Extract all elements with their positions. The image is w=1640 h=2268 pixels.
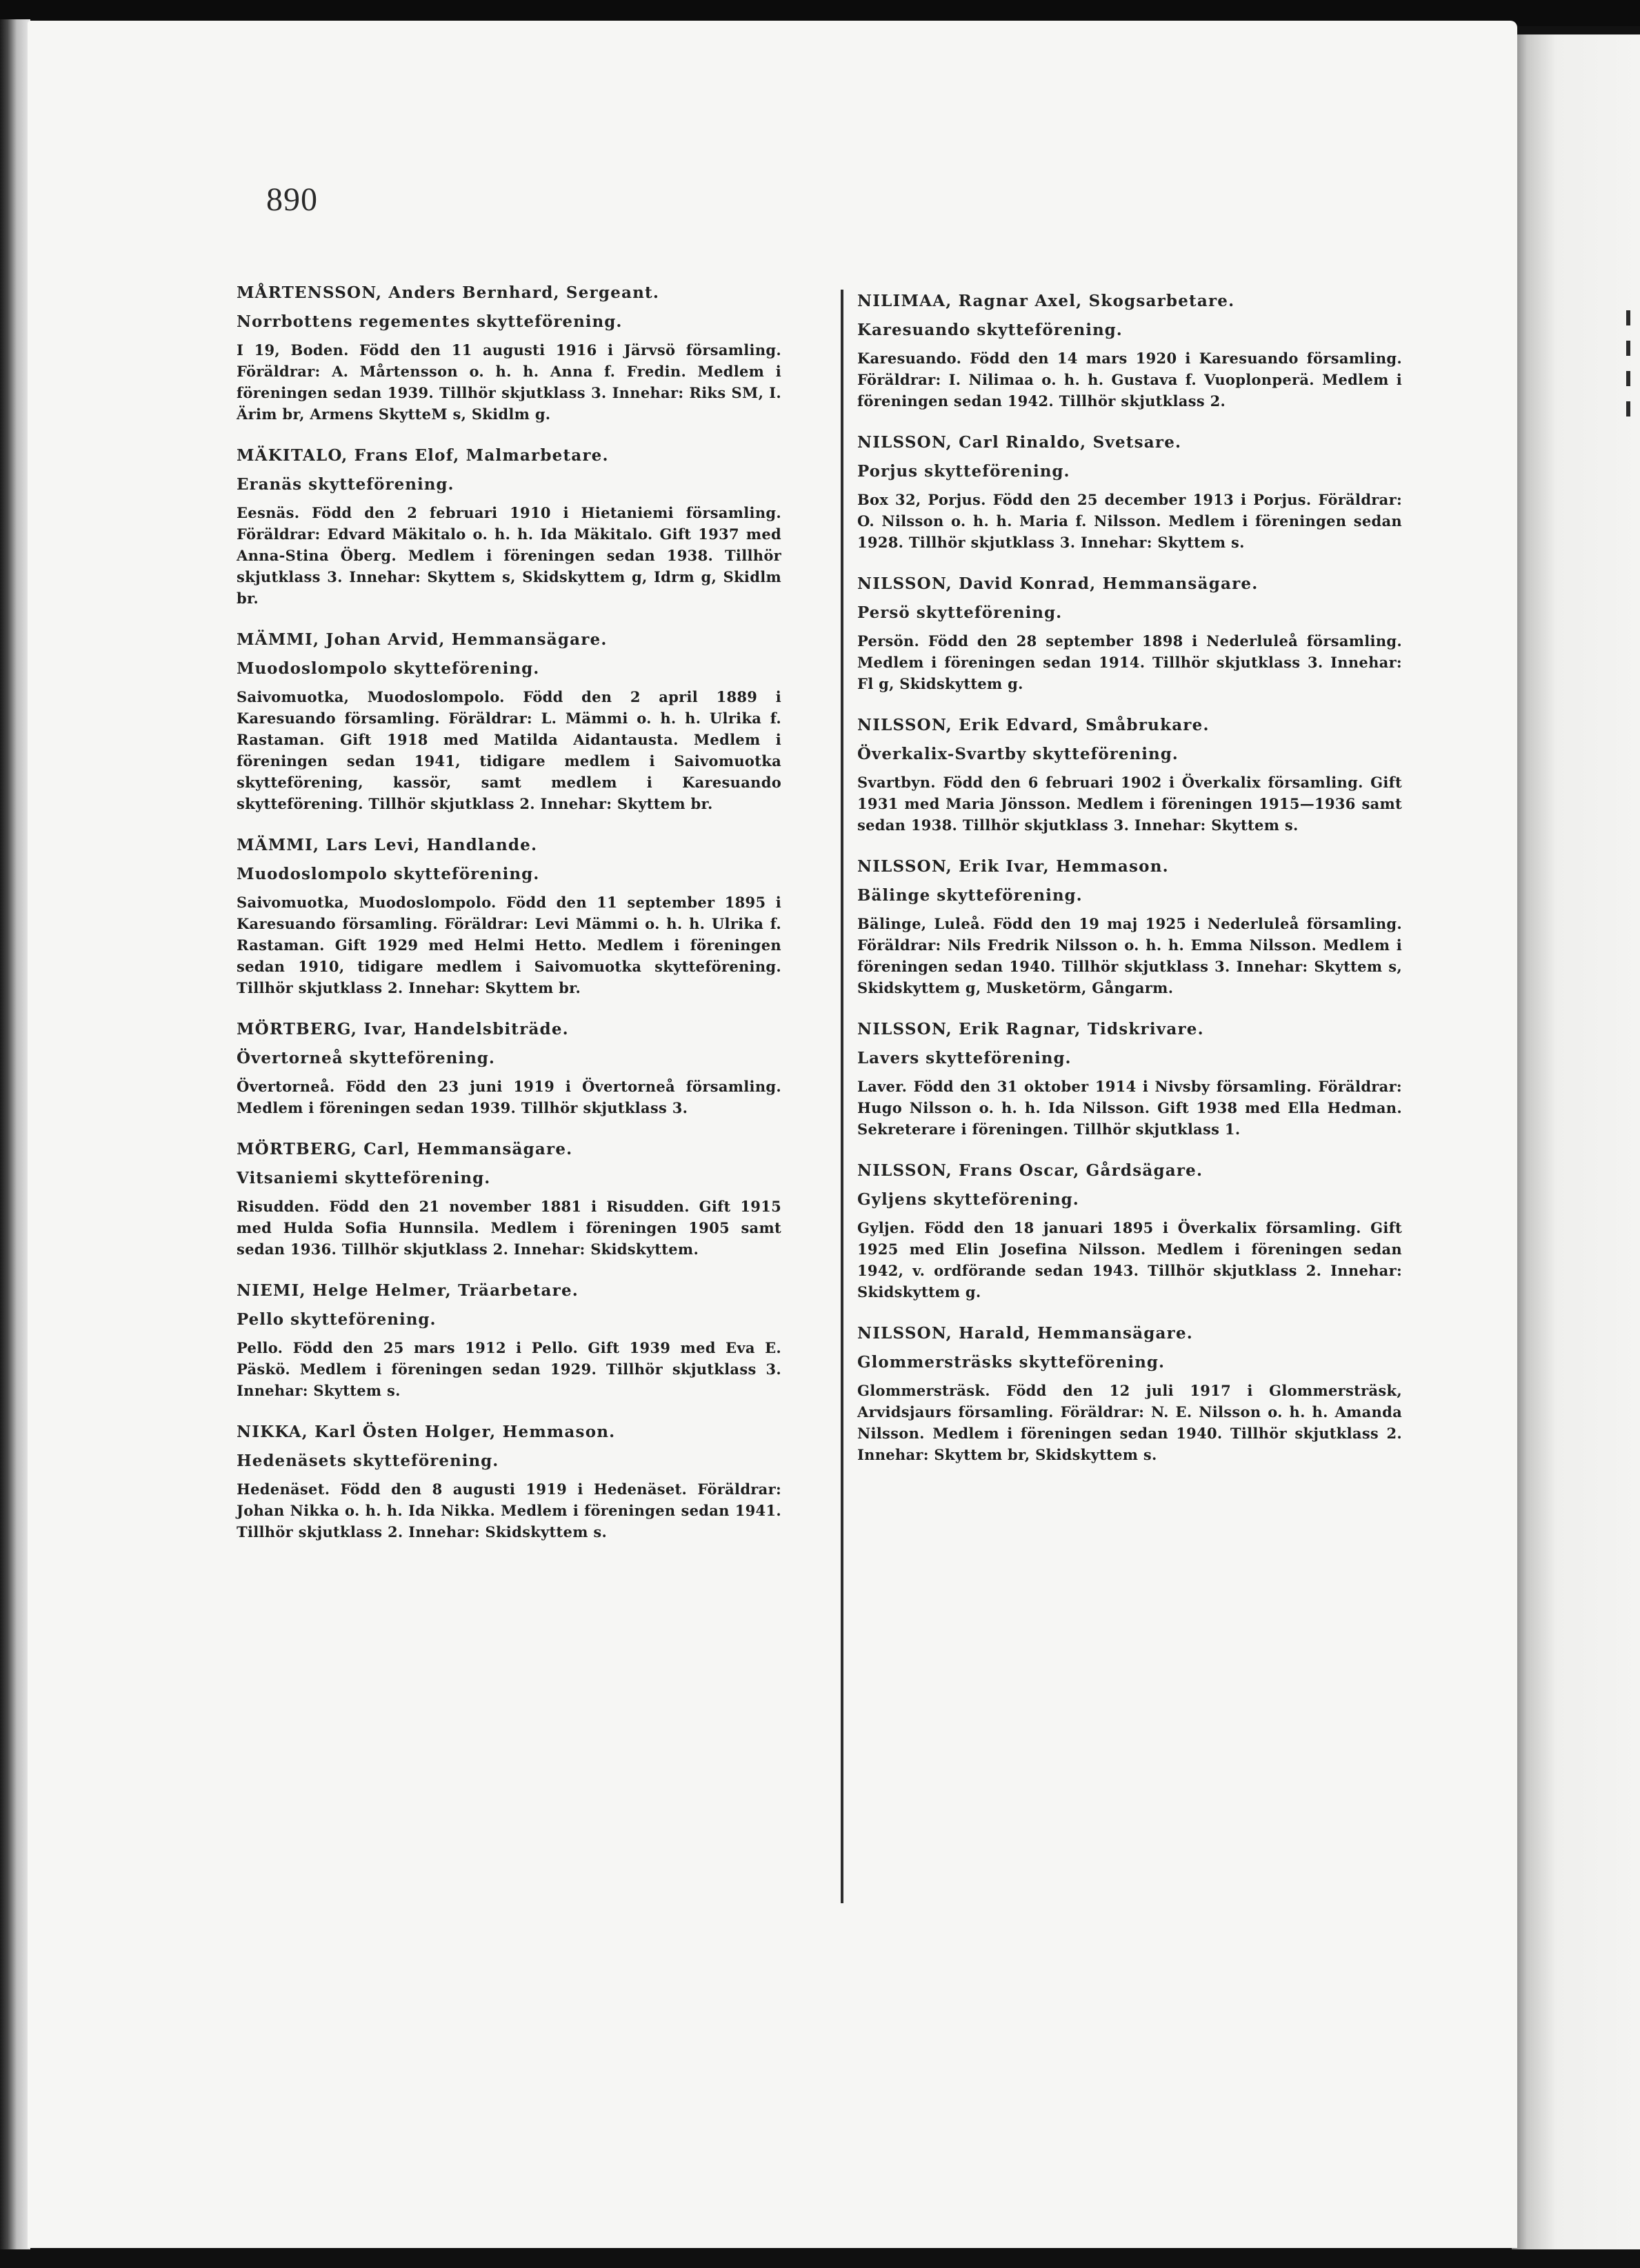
- entry-text: Persön. Född den 28 september 1898 i Nederluleå församling. Medlem i föreningen sedan 1914. Tillhör skjutklass 3. Innehar: Fl g, Skidskyttem g.: [857, 632, 1402, 692]
- entry-club: Karesuando skytteförening.: [857, 321, 1123, 339]
- entry-club: Överkalix-Svartby skytteförening.: [857, 745, 1179, 763]
- entry-heading: NILSSON, Erik Ivar, Hemmason.: [857, 857, 1169, 876]
- entry-heading: MÖRTBERG, Ivar, Handelsbiträde.: [237, 1020, 569, 1038]
- entry-heading: MÖRTBERG, Carl, Hemmansägare.: [237, 1140, 573, 1158]
- next-page-text-fragment: [1622, 297, 1640, 434]
- biography-entry: [237, 1018, 781, 1118]
- left-column: [237, 281, 781, 1562]
- entry-club: Muodoslompolo skytteförening.: [237, 659, 540, 678]
- entry-club: Persö skytteförening.: [857, 603, 1063, 622]
- biography-entry: [237, 1279, 781, 1401]
- entry-heading: MÄMMI, Lars Levi, Handlande.: [237, 836, 538, 854]
- entry-club: Eranäs skytteförening.: [237, 475, 454, 494]
- biography-entry: [857, 1018, 1402, 1140]
- entry-text: Risudden. Född den 21 november 1881 i Risudden. Gift 1915 med Hulda Sofia Hunnsila. Medlem i föreningen 1905 samt sedan 1936. Tillhör skjutklass 2. Innehar: Skidskyttem.: [237, 1198, 781, 1258]
- entry-text: Pello. Född den 25 mars 1912 i Pello. Gift 1939 med Eva E. Päskö. Medlem i föreningen sedan 1929. Tillhör skjutklass 3. Innehar: Skyttem s.: [237, 1339, 781, 1399]
- biography-entry: [857, 572, 1402, 694]
- biography-entry: [857, 714, 1402, 836]
- entry-heading: NILSSON, Erik Ragnar, Tidskrivare.: [857, 1020, 1204, 1038]
- entry-text: Glommersträsk. Född den 12 juli 1917 i Glommersträsk, Arvidsjaurs församling. Föräldrar: N. E. Nilsson o. h. h. Amanda Nilsson. Medlem i föreningen sedan 1940. Tillhör skjutklass 2. Innehar: Skyttem br, Skidskyttem s.: [857, 1382, 1402, 1463]
- entry-heading: MÅRTENSSON, Anders Bernhard, Sergeant.: [237, 283, 660, 302]
- entry-club: Pello skytteförening.: [237, 1310, 437, 1329]
- entry-text: Övertorneå. Född den 23 juni 1919 i Övertorneå församling. Medlem i föreningen sedan 1939. Tillhör skjutklass 3.: [237, 1078, 781, 1116]
- entry-heading: NILIMAA, Ragnar Axel, Skogsarbetare.: [857, 292, 1235, 310]
- entry-heading: NIEMI, Helge Helmer, Träarbetare.: [237, 1281, 579, 1300]
- entry-heading: NILSSON, Erik Edvard, Småbrukare.: [857, 716, 1210, 734]
- entry-club: Norrbottens regementes skytteförening.: [237, 312, 623, 331]
- entry-heading: NIKKA, Karl Östen Holger, Hemmason.: [237, 1423, 616, 1441]
- page-number: 890: [266, 181, 318, 218]
- entry-club: Hedenäsets skytteförening.: [237, 1452, 499, 1470]
- entry-text: I 19, Boden. Född den 11 augusti 1916 i Järvsö församling. Föräldrar: A. Mårtensson o. h. h. Anna f. Fredin. Medlem i föreningen sedan 1939. Tillhör skjutklass 3. Innehar: Riks SM, I. Ärim br, Armens SkytteM s, Skidlm g.: [237, 341, 781, 423]
- biography-entry: [857, 431, 1402, 553]
- entry-club: Vitsaniemi skytteförening.: [237, 1169, 491, 1187]
- biography-entry: [857, 1322, 1402, 1465]
- next-page-edge: [1512, 34, 1640, 2251]
- biography-entry: [237, 444, 781, 609]
- entry-club: Lavers skytteförening.: [857, 1049, 1072, 1067]
- edge-mark: [1626, 341, 1630, 356]
- scan-bottom-border: [0, 2249, 1640, 2268]
- entry-text: Svartbyn. Född den 6 februari 1902 i Överkalix församling. Gift 1931 med Maria Jönsson. Medlem i föreningen 1915—1936 samt sedan 1938. Tillhör skjutklass 3. Innehar: Skyttem s.: [857, 774, 1402, 834]
- entry-text: Saivomuotka, Muodoslompolo. Född den 11 september 1895 i Karesuando församling. Föräldrar: Levi Mämmi o. h. h. Ulrika f. Rastaman. Gift 1929 med Helmi Hetto. Medlem i föreningen sedan 1910, tidigare medlem i Saivomuotka skytteförening. Tillhör skjutklass 2. Innehar: Skyttem br.: [237, 894, 781, 996]
- biography-entry: [237, 628, 781, 814]
- entry-club: Bälinge skytteförening.: [857, 886, 1083, 905]
- entry-text: Laver. Född den 31 oktober 1914 i Nivsby församling. Föräldrar: Hugo Nilsson o. h. h. Ida Nilsson. Gift 1938 med Ella Hedman. Sekreterare i föreningen. Tillhör skjutklass 1.: [857, 1078, 1402, 1138]
- entry-heading: NILSSON, David Konrad, Hemmansägare.: [857, 574, 1259, 593]
- entry-club: Glommersträsks skytteförening.: [857, 1353, 1165, 1372]
- entry-heading: NILSSON, Frans Oscar, Gårdsägare.: [857, 1161, 1203, 1180]
- entry-text: Bälinge, Luleå. Född den 19 maj 1925 i Nederluleå församling. Föräldrar: Nils Fredrik Nilsson o. h. h. Emma Nilsson. Medlem i föreningen sedan 1940. Tillhör skjutklass 3. Innehar: Skyttem s, Skidskyttem g, Musketörm, Gångarm.: [857, 915, 1402, 996]
- right-column: [857, 290, 1402, 1485]
- biography-entry: [237, 834, 781, 998]
- biography-entry: [857, 290, 1402, 412]
- entry-heading: NILSSON, Carl Rinaldo, Svetsare.: [857, 433, 1182, 452]
- entry-text: Gyljen. Född den 18 januari 1895 i Överkalix församling. Gift 1925 med Elin Josefina Nilsson. Medlem i föreningen sedan 1942, v. ordförande sedan 1943. Tillhör skjutklass 2. Innehar: Skidskyttem g.: [857, 1219, 1402, 1301]
- entry-text: Box 32, Porjus. Född den 25 december 1913 i Porjus. Föräldrar: O. Nilsson o. h. h. Maria f. Nilsson. Medlem i föreningen sedan 1928. Tillhör skjutklass 3. Innehar: Skyttem s.: [857, 491, 1402, 551]
- entry-club: Gyljens skytteförening.: [857, 1190, 1079, 1209]
- edge-mark: [1626, 310, 1630, 325]
- column-divider: [841, 290, 843, 1903]
- entry-heading: MÄMMI, Johan Arvid, Hemmansägare.: [237, 630, 608, 649]
- entry-text: Karesuando. Född den 14 mars 1920 i Karesuando församling. Föräldrar: I. Nilimaa o. h. h. Gustava f. Vuoplonperä. Medlem i föreningen sedan 1942. Tillhör skjutklass 2.: [857, 350, 1402, 410]
- entry-club: Porjus skytteförening.: [857, 462, 1070, 481]
- entry-text: Eesnäs. Född den 2 februari 1910 i Hietaniemi församling. Föräldrar: Edvard Mäkitalo o. h. h. Ida Mäkitalo. Gift 1937 med Anna-Stina Öberg. Medlem i föreningen sedan 1938. Tillhör skjutklass 3. Innehar: Skyttem s, Skidskyttem g, Idrm g, Skidlm br.: [237, 504, 781, 607]
- biography-entry: [857, 1159, 1402, 1303]
- biography-entry: [237, 1138, 781, 1260]
- edge-mark: [1626, 401, 1630, 417]
- entry-heading: NILSSON, Harald, Hemmansägare.: [857, 1324, 1194, 1343]
- edge-mark: [1626, 371, 1630, 386]
- entry-text: Saivomuotka, Muodoslompolo. Född den 2 april 1889 i Karesuando församling. Föräldrar: L. Mämmi o. h. h. Ulrika f. Rastaman. Gift 1918 med Matilda Aidantausta. Medlem i föreningen sedan 1941, tidigare medlem i Saivomuotka skytteförening, kassör, samt medlem i Karesuando skytteförening. Tillhör skjutklass 2. Innehar: Skyttem br.: [237, 688, 781, 812]
- entry-club: Muodoslompolo skytteförening.: [237, 865, 540, 883]
- book-spine-shadow: [0, 19, 30, 2250]
- biography-entry: [237, 1421, 781, 1543]
- entry-text: Hedenäset. Född den 8 augusti 1919 i Hedenäset. Föräldrar: Johan Nikka o. h. h. Ida Nikka. Medlem i föreningen sedan 1941. Tillhör skjutklass 2. Innehar: Skidskyttem s.: [237, 1481, 781, 1541]
- entry-club: Övertorneå skytteförening.: [237, 1049, 495, 1067]
- biography-entry: [237, 281, 781, 425]
- entry-heading: MÄKITALO, Frans Elof, Malmarbetare.: [237, 446, 609, 465]
- biography-entry: [857, 855, 1402, 998]
